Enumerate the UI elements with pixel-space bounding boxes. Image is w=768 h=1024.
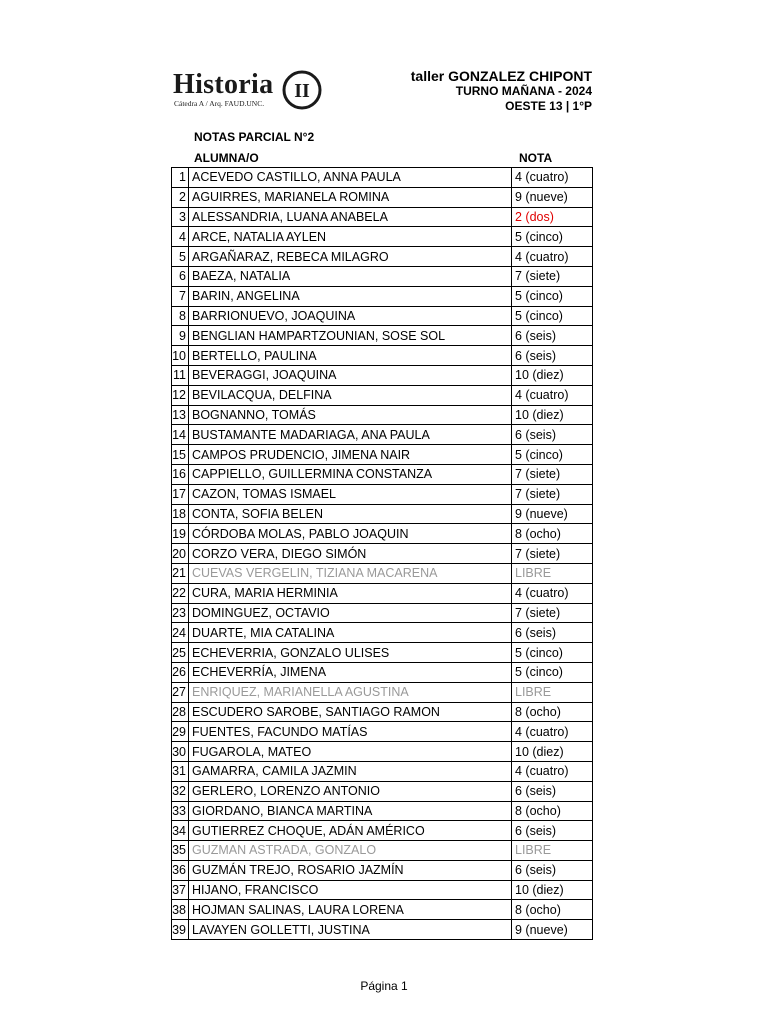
- student-name: HIJANO, FRANCISCO: [189, 880, 512, 900]
- row-number: 26: [172, 662, 189, 682]
- row-number: 4: [172, 227, 189, 247]
- table-row: [172, 168, 593, 188]
- student-name: BOGNANNO, TOMÁS: [189, 405, 512, 425]
- table-row: [172, 841, 593, 861]
- student-name: GUTIERREZ CHOQUE, ADÁN AMÉRICO: [189, 821, 512, 841]
- student-grade: 8 (ocho): [512, 524, 593, 544]
- student-name: ECHEVERRÍA, JIMENA: [189, 662, 512, 682]
- student-name: CAMPOS PRUDENCIO, JIMENA NAIR: [189, 445, 512, 465]
- table-row: [172, 860, 593, 880]
- row-number: 5: [172, 247, 189, 267]
- table-row: [172, 306, 593, 326]
- student-name: BARIN, ANGELINA: [189, 286, 512, 306]
- student-grade: 4 (cuatro): [512, 761, 593, 781]
- student-name: FUGAROLA, MATEO: [189, 742, 512, 762]
- column-header-grade: NOTA: [519, 151, 553, 165]
- group-label: OESTE 13 | 1°P: [505, 99, 592, 113]
- page-number: Página 1: [360, 979, 408, 993]
- table-row: [172, 405, 593, 425]
- row-number: 16: [172, 464, 189, 484]
- student-grade: 6 (seis): [512, 860, 593, 880]
- student-grade: 7 (siete): [512, 544, 593, 564]
- student-name: ECHEVERRIA, GONZALO ULISES: [189, 643, 512, 663]
- student-name: CUEVAS VERGELIN, TIZIANA MACARENA: [189, 563, 512, 583]
- student-name: ACEVEDO CASTILLO, ANNA PAULA: [189, 168, 512, 188]
- table-row: [172, 346, 593, 366]
- workshop-title: taller GONZALEZ CHIPONT: [410, 68, 592, 84]
- student-name: BERTELLO, PAULINA: [189, 346, 512, 366]
- logo-wordmark: Historia: [173, 69, 274, 100]
- student-grade: 5 (cinco): [512, 643, 593, 663]
- row-number: 22: [172, 583, 189, 603]
- student-name: ARGAÑARAZ, REBECA MILAGRO: [189, 247, 512, 267]
- student-grade: 9 (nueve): [512, 187, 593, 207]
- shift-label: TURNO MAÑANA - 2024: [455, 84, 592, 98]
- course-logo: [173, 68, 333, 112]
- grades-table: [171, 167, 593, 940]
- table-row: [172, 781, 593, 801]
- table-row: [172, 682, 593, 702]
- student-name: GAMARRA, CAMILA JAZMIN: [189, 761, 512, 781]
- student-name: DUARTE, MIA CATALINA: [189, 623, 512, 643]
- row-number: 31: [172, 761, 189, 781]
- table-row: [172, 880, 593, 900]
- table-row: [172, 326, 593, 346]
- roman-numeral-seal-icon: [282, 70, 322, 110]
- student-grade: LIBRE: [512, 563, 593, 583]
- table-row: [172, 227, 593, 247]
- row-number: 21: [172, 563, 189, 583]
- row-number: 29: [172, 722, 189, 742]
- student-name: GERLERO, LORENZO ANTONIO: [189, 781, 512, 801]
- row-number: 14: [172, 425, 189, 445]
- table-row: [172, 464, 593, 484]
- student-name: CAZON, TOMAS ISMAEL: [189, 484, 512, 504]
- row-number: 35: [172, 841, 189, 861]
- student-name: BEVILACQUA, DELFINA: [189, 385, 512, 405]
- student-name: CURA, MARIA HERMINIA: [189, 583, 512, 603]
- table-row: [172, 583, 593, 603]
- student-grade: 9 (nueve): [512, 504, 593, 524]
- student-grade: 6 (seis): [512, 623, 593, 643]
- student-grade: 5 (cinco): [512, 445, 593, 465]
- student-name: ESCUDERO SAROBE, SANTIAGO RAMON: [189, 702, 512, 722]
- table-row: [172, 643, 593, 663]
- row-number: 13: [172, 405, 189, 425]
- student-grade: LIBRE: [512, 841, 593, 861]
- student-name: ARCE, NATALIA AYLEN: [189, 227, 512, 247]
- student-name: LAVAYEN GOLLETTI, JUSTINA: [189, 920, 512, 940]
- table-row: [172, 544, 593, 564]
- student-name: ENRIQUEZ, MARIANELLA AGUSTINA: [189, 682, 512, 702]
- student-grade: LIBRE: [512, 682, 593, 702]
- student-name: GIORDANO, BIANCA MARTINA: [189, 801, 512, 821]
- row-number: 15: [172, 445, 189, 465]
- row-number: 33: [172, 801, 189, 821]
- student-grade: 9 (nueve): [512, 920, 593, 940]
- table-row: [172, 603, 593, 623]
- student-grade: 7 (siete): [512, 266, 593, 286]
- row-number: 6: [172, 266, 189, 286]
- table-row: [172, 563, 593, 583]
- student-grade: 8 (ocho): [512, 900, 593, 920]
- row-number: 12: [172, 385, 189, 405]
- row-number: 9: [172, 326, 189, 346]
- student-name: CÓRDOBA MOLAS, PABLO JOAQUIN: [189, 524, 512, 544]
- table-row: [172, 286, 593, 306]
- table-row: [172, 425, 593, 445]
- table-row: [172, 722, 593, 742]
- table-row: [172, 623, 593, 643]
- student-grade: 10 (diez): [512, 365, 593, 385]
- student-name: AGUIRRES, MARIANELA ROMINA: [189, 187, 512, 207]
- student-name: CONTA, SOFIA BELEN: [189, 504, 512, 524]
- table-row: [172, 266, 593, 286]
- student-name: ALESSANDRIA, LUANA ANABELA: [189, 207, 512, 227]
- student-grade: 2 (dos): [512, 207, 593, 227]
- seal-numeral: II: [294, 80, 310, 102]
- logo-subtitle: Cátedra A / Arq. FAUD.UNC.: [174, 99, 265, 108]
- table-row: [172, 662, 593, 682]
- row-number: 10: [172, 346, 189, 366]
- row-number: 7: [172, 286, 189, 306]
- table-row: [172, 365, 593, 385]
- student-grade: 10 (diez): [512, 742, 593, 762]
- student-grade: 4 (cuatro): [512, 583, 593, 603]
- row-number: 18: [172, 504, 189, 524]
- row-number: 24: [172, 623, 189, 643]
- student-name: CAPPIELLO, GUILLERMINA CONSTANZA: [189, 464, 512, 484]
- row-number: 32: [172, 781, 189, 801]
- student-grade: 10 (diez): [512, 405, 593, 425]
- student-grade: 6 (seis): [512, 326, 593, 346]
- row-number: 27: [172, 682, 189, 702]
- row-number: 30: [172, 742, 189, 762]
- table-row: [172, 900, 593, 920]
- table-row: [172, 504, 593, 524]
- row-number: 11: [172, 365, 189, 385]
- table-row: [172, 524, 593, 544]
- student-name: BUSTAMANTE MADARIAGA, ANA PAULA: [189, 425, 512, 445]
- student-grade: 4 (cuatro): [512, 168, 593, 188]
- row-number: 2: [172, 187, 189, 207]
- table-row: [172, 385, 593, 405]
- student-grade: 7 (siete): [512, 484, 593, 504]
- student-grade: 5 (cinco): [512, 286, 593, 306]
- student-name: BARRIONUEVO, JOAQUINA: [189, 306, 512, 326]
- student-grade: 5 (cinco): [512, 227, 593, 247]
- row-number: 8: [172, 306, 189, 326]
- table-row: [172, 821, 593, 841]
- student-grade: 6 (seis): [512, 425, 593, 445]
- row-number: 38: [172, 900, 189, 920]
- row-number: 37: [172, 880, 189, 900]
- table-row: [172, 247, 593, 267]
- student-grade: 6 (seis): [512, 346, 593, 366]
- student-name: BAEZA, NATALIA: [189, 266, 512, 286]
- student-grade: 5 (cinco): [512, 662, 593, 682]
- student-name: FUENTES, FACUNDO MATÍAS: [189, 722, 512, 742]
- table-row: [172, 702, 593, 722]
- column-header-name: ALUMNA/O: [194, 151, 259, 165]
- page-header: [411, 69, 592, 114]
- row-number: 3: [172, 207, 189, 227]
- table-row: [172, 761, 593, 781]
- student-grade: 8 (ocho): [512, 702, 593, 722]
- student-grade: 4 (cuatro): [512, 722, 593, 742]
- row-number: 36: [172, 860, 189, 880]
- student-grade: 8 (ocho): [512, 801, 593, 821]
- row-number: 19: [172, 524, 189, 544]
- row-number: 17: [172, 484, 189, 504]
- student-grade: 10 (diez): [512, 880, 593, 900]
- table-row: [172, 801, 593, 821]
- student-name: HOJMAN SALINAS, LAURA LORENA: [189, 900, 512, 920]
- table-row: [172, 207, 593, 227]
- student-name: GUZMÁN TREJO, ROSARIO JAZMÍN: [189, 860, 512, 880]
- student-name: DOMINGUEZ, OCTAVIO: [189, 603, 512, 623]
- exam-title: NOTAS PARCIAL N°2: [194, 130, 315, 144]
- student-grade: 6 (seis): [512, 821, 593, 841]
- student-name: BENGLIAN HAMPARTZOUNIAN, SOSE SOL: [189, 326, 512, 346]
- student-grade: 4 (cuatro): [512, 247, 593, 267]
- student-name: CORZO VERA, DIEGO SIMÓN: [189, 544, 512, 564]
- student-grade: 4 (cuatro): [512, 385, 593, 405]
- row-number: 39: [172, 920, 189, 940]
- student-grade: 5 (cinco): [512, 306, 593, 326]
- row-number: 34: [172, 821, 189, 841]
- row-number: 28: [172, 702, 189, 722]
- table-row: [172, 484, 593, 504]
- student-grade: 6 (seis): [512, 781, 593, 801]
- student-grade: 7 (siete): [512, 603, 593, 623]
- student-name: BEVERAGGI, JOAQUINA: [189, 365, 512, 385]
- table-row: [172, 920, 593, 940]
- row-number: 25: [172, 643, 189, 663]
- student-grade: 7 (siete): [512, 464, 593, 484]
- row-number: 23: [172, 603, 189, 623]
- table-row: [172, 445, 593, 465]
- student-name: GUZMAN ASTRADA, GONZALO: [189, 841, 512, 861]
- row-number: 20: [172, 544, 189, 564]
- row-number: 1: [172, 168, 189, 188]
- table-row: [172, 742, 593, 762]
- table-row: [172, 187, 593, 207]
